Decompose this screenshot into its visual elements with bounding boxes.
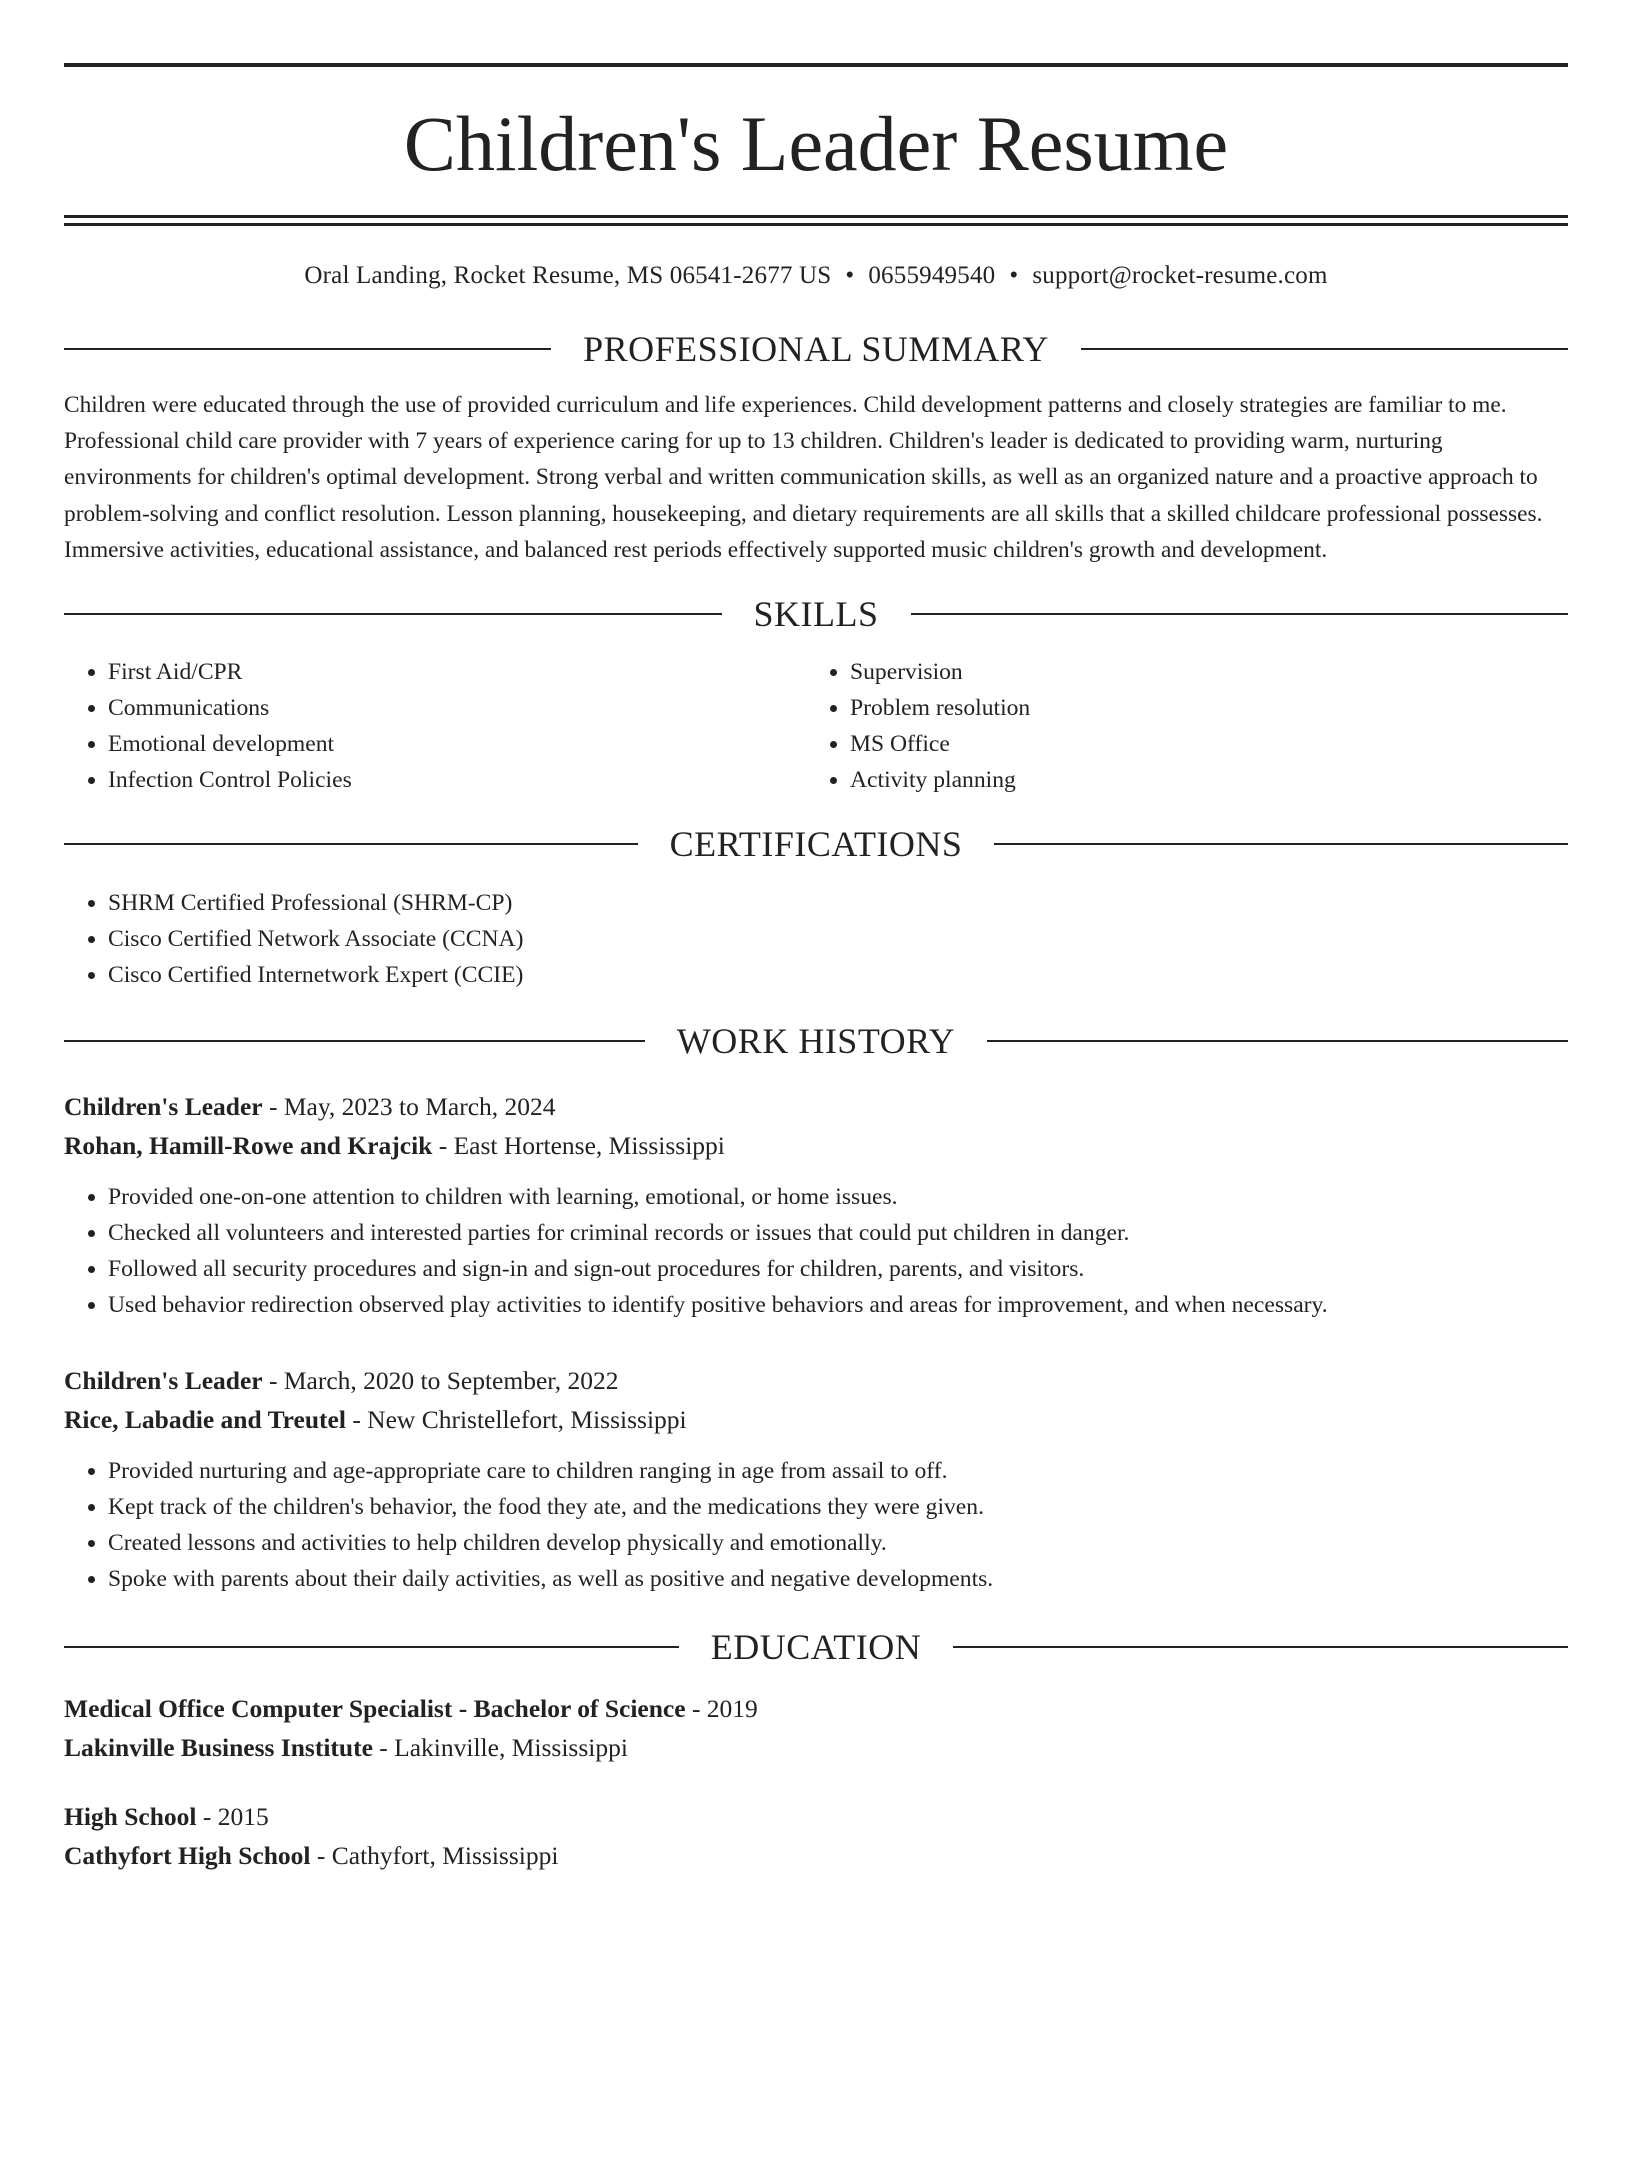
- skills-section-heading: [64, 594, 1568, 634]
- resume-page: [0, 63, 1632, 2175]
- heading-rule: [953, 1646, 1568, 1648]
- education-school-line: [64, 1836, 1568, 1875]
- education-school-line: [64, 1728, 1568, 1767]
- job-company-line: [64, 1126, 1568, 1165]
- resume-title: Children's Leader Resume: [403, 100, 1229, 187]
- job-company: Rohan, Hamill-Rowe and Krajcik: [64, 1131, 433, 1161]
- skill-item: • Activity planning: [850, 762, 1548, 798]
- education-degree-line: [64, 1689, 1568, 1728]
- job-bullets: [64, 1179, 1568, 1323]
- skills-list: [64, 654, 1568, 798]
- job-bullet: • Kept track of the children's behavior, the food they ate, and the medications they were given.: [108, 1489, 1568, 1525]
- job-title: Children's Leader: [64, 1092, 263, 1122]
- education-section-title: EDUCATION: [710, 1627, 922, 1668]
- contact-line: [64, 261, 1568, 291]
- contact-separator: •: [845, 262, 855, 289]
- work-section-heading: [64, 1021, 1568, 1061]
- heading-rule: [64, 843, 638, 845]
- job-bullet: • Spoke with parents about their daily activities, as well as positive and negative developments.: [108, 1561, 1568, 1597]
- job-bullet: • Used behavior redirection observed play activities to identify positive behaviors and areas for improvement, and when necessary.: [108, 1287, 1568, 1323]
- work-entry: [64, 1361, 1568, 1597]
- summary-section-title: PROFESSIONAL SUMMARY: [583, 329, 1049, 369]
- heading-rule: [994, 843, 1568, 845]
- contact-phone: 0655949540: [868, 262, 996, 289]
- education-year: - 2015: [196, 1802, 269, 1832]
- job-title-line: [64, 1087, 1568, 1126]
- certification-item: • Cisco Certified Internetwork Expert (CCIE): [108, 957, 1568, 993]
- job-title-line: [64, 1361, 1568, 1400]
- education-degree-line: [64, 1797, 1568, 1836]
- education-section-heading: [64, 1627, 1568, 1667]
- education-entry: [64, 1689, 1568, 1767]
- heading-rule: [64, 1040, 645, 1042]
- contact-email: support@rocket-resume.com: [1032, 262, 1328, 289]
- job-bullet: • Followed all security procedures and sign-in and sign-out procedures for children, parents, and visitors.: [108, 1251, 1568, 1287]
- skill-item: • First Aid/CPR: [108, 654, 806, 690]
- education-year: - 2019: [685, 1694, 758, 1724]
- job-bullet: • Provided one-on-one attention to children with learning, emotional, or home issues.: [108, 1179, 1568, 1215]
- certifications-list: [64, 885, 1568, 993]
- heading-rule: [1081, 348, 1568, 350]
- skills-column-right: [806, 654, 1548, 798]
- heading-rule: [64, 1646, 679, 1648]
- education-school: Lakinville Business Institute: [64, 1733, 373, 1763]
- heading-rule: [64, 613, 722, 615]
- certifications-section-title: CERTIFICATIONS: [669, 824, 963, 865]
- summary-section-heading: [64, 329, 1568, 369]
- job-bullet: • Provided nurturing and age-appropriate care to children ranging in age from assail to off.: [108, 1453, 1568, 1489]
- skill-item: • Problem resolution: [850, 690, 1548, 726]
- job-dates: - May, 2023 to March, 2024: [262, 1092, 556, 1122]
- skill-item: • Supervision: [850, 654, 1548, 690]
- job-location: - East Hortense, Mississippi: [432, 1131, 725, 1161]
- contact-separator: •: [1009, 262, 1019, 289]
- skill-item: • Emotional development: [108, 726, 806, 762]
- job-location: - New Christellefort, Mississippi: [345, 1405, 687, 1435]
- heading-rule: [64, 348, 551, 350]
- job-bullet: • Created lessons and activities to help children develop physically and emotionally.: [108, 1525, 1568, 1561]
- work-section-title: WORK HISTORY: [676, 1021, 956, 1062]
- job-company: Rice, Labadie and Treutel: [64, 1405, 346, 1435]
- education-location: - Cathyfort, Mississippi: [310, 1841, 559, 1871]
- education-entry: [64, 1797, 1568, 1875]
- certification-item: • SHRM Certified Professional (SHRM-CP): [108, 885, 1568, 921]
- skill-item: • Infection Control Policies: [108, 762, 806, 798]
- skills-section-title: SKILLS: [753, 594, 879, 635]
- summary-text: Children were educated through the use of provided curriculum and life experiences. Child development patterns and closely strategies are familiar to me. Professional child care provider with 7 years of experience caring for up to 13 children. Children's leader is dedicated to providing warm, nurturing environments for children's optimal development. Strong verbal and written communication skills, as well as an organized nature and a proactive approach to problem-solving and conflict resolution. Lesson planning, housekeeping, and dietary requirements are all skills that a skilled childcare professional possesses. Immersive activities, educational assistance, and balanced rest periods effectively supported music children's growth and development.: [64, 392, 1543, 563]
- education-school: Cathyfort High School: [64, 1841, 311, 1871]
- education-location: - Lakinville, Mississippi: [372, 1733, 628, 1763]
- skills-column-left: [64, 654, 806, 798]
- certifications-section-heading: [64, 824, 1568, 864]
- skill-item: • MS Office: [850, 726, 1548, 762]
- title-double-rule: [64, 215, 1568, 226]
- job-dates: - March, 2020 to September, 2022: [262, 1366, 619, 1396]
- work-entry: [64, 1087, 1568, 1323]
- job-company-line: [64, 1400, 1568, 1439]
- skill-item: • Communications: [108, 690, 806, 726]
- contact-address: Oral Landing, Rocket Resume, MS 06541-2677 US: [304, 262, 832, 289]
- top-rule: [64, 63, 1568, 67]
- education-degree: High School: [64, 1802, 197, 1832]
- education-degree: Medical Office Computer Specialist - Bachelor of Science: [64, 1694, 686, 1724]
- heading-rule: [911, 613, 1569, 615]
- job-bullet: • Checked all volunteers and interested parties for criminal records or issues that could put children in danger.: [108, 1215, 1568, 1251]
- heading-rule: [987, 1040, 1568, 1042]
- certification-item: • Cisco Certified Network Associate (CCNA): [108, 921, 1568, 957]
- job-bullets: [64, 1453, 1568, 1597]
- job-title: Children's Leader: [64, 1366, 263, 1396]
